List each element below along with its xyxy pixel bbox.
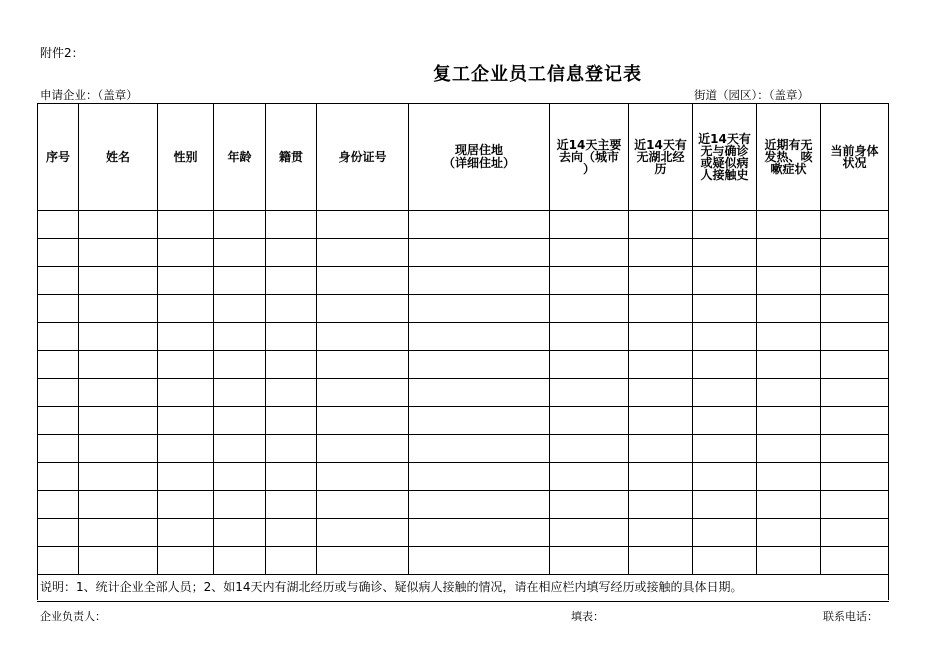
table-cell[interactable] — [317, 295, 409, 323]
col-header-symptoms: 近期有无 发热、咳 嗽症状 — [757, 104, 821, 211]
table-cell[interactable] — [757, 351, 821, 379]
table-cell[interactable] — [629, 379, 693, 407]
col-header-gender: 性别 — [158, 104, 214, 211]
table-cell[interactable] — [266, 379, 317, 407]
table-cell[interactable] — [317, 267, 409, 295]
attachment-label: 附件2： — [40, 46, 84, 60]
table-cell[interactable] — [629, 491, 693, 519]
table-cell[interactable] — [266, 547, 317, 575]
table-row — [38, 463, 889, 491]
table-cell[interactable] — [38, 547, 79, 575]
table-cell[interactable] — [38, 323, 79, 351]
table-cell[interactable] — [550, 239, 629, 267]
table-cell[interactable] — [693, 211, 757, 239]
table-cell[interactable] — [629, 323, 693, 351]
table-cell[interactable] — [266, 519, 317, 547]
table-cell[interactable] — [158, 267, 214, 295]
table-row — [38, 351, 889, 379]
table-row — [38, 267, 889, 295]
table-cell[interactable] — [38, 211, 79, 239]
note-row — [38, 575, 889, 601]
table-cell[interactable] — [629, 295, 693, 323]
table-cell[interactable] — [757, 323, 821, 351]
table-cell[interactable] — [821, 407, 889, 435]
table-cell[interactable] — [214, 323, 266, 351]
table-cell[interactable] — [158, 407, 214, 435]
table-row — [38, 519, 889, 547]
table-cell[interactable] — [409, 435, 550, 463]
applicant-company-label: 申请企业：（盖章） — [40, 88, 138, 102]
employee-info-table — [37, 103, 889, 600]
table-cell[interactable] — [757, 211, 821, 239]
table-cell[interactable] — [214, 295, 266, 323]
table-cell[interactable] — [79, 463, 158, 491]
table-cell[interactable] — [693, 435, 757, 463]
table-cell[interactable] — [266, 407, 317, 435]
table-cell[interactable] — [79, 267, 158, 295]
table-cell[interactable] — [409, 379, 550, 407]
table-cell[interactable] — [158, 491, 214, 519]
table-cell[interactable] — [317, 379, 409, 407]
table-cell[interactable] — [757, 491, 821, 519]
table-cell[interactable] — [693, 351, 757, 379]
table-cell[interactable] — [550, 547, 629, 575]
table-cell[interactable] — [214, 351, 266, 379]
table-cell[interactable] — [629, 463, 693, 491]
table-cell[interactable] — [266, 463, 317, 491]
table-cell[interactable] — [550, 463, 629, 491]
table-cell[interactable] — [757, 239, 821, 267]
table-cell[interactable] — [214, 407, 266, 435]
table-cell[interactable] — [79, 211, 158, 239]
table-cell[interactable] — [550, 519, 629, 547]
footer-divider — [37, 601, 889, 602]
table-cell[interactable] — [79, 407, 158, 435]
table-cell[interactable] — [821, 519, 889, 547]
table-cell[interactable] — [821, 435, 889, 463]
table-cell[interactable] — [317, 351, 409, 379]
table-cell[interactable] — [409, 239, 550, 267]
table-cell[interactable] — [409, 407, 550, 435]
table-cell[interactable] — [693, 379, 757, 407]
table-cell[interactable] — [693, 491, 757, 519]
table-cell[interactable] — [317, 519, 409, 547]
table-cell[interactable] — [409, 295, 550, 323]
table-cell[interactable] — [266, 351, 317, 379]
table-cell[interactable] — [266, 267, 317, 295]
table-cell[interactable] — [266, 491, 317, 519]
table-row — [38, 547, 889, 575]
table-cell[interactable] — [693, 295, 757, 323]
table-cell[interactable] — [266, 239, 317, 267]
table-row — [38, 295, 889, 323]
table-cell[interactable] — [214, 379, 266, 407]
table-cell[interactable] — [409, 519, 550, 547]
street-park-label: 街道（园区）：（盖章） — [694, 88, 809, 102]
table-cell[interactable] — [158, 239, 214, 267]
table-cell[interactable] — [693, 407, 757, 435]
table-cell[interactable] — [757, 519, 821, 547]
col-header-contact-history: 近14天有 无与确诊 或疑似病 人接触史 — [693, 104, 757, 211]
table-cell[interactable] — [629, 351, 693, 379]
col-header-hubei-history: 近14天有 无湖北经 历 — [629, 104, 693, 211]
table-cell[interactable] — [629, 519, 693, 547]
col-header-hometown: 籍贯 — [266, 104, 317, 211]
col-header-age: 年龄 — [214, 104, 266, 211]
table-cell[interactable] — [38, 491, 79, 519]
table-row — [38, 407, 889, 435]
table-cell[interactable] — [629, 267, 693, 295]
table-cell[interactable] — [757, 295, 821, 323]
table-cell[interactable] — [550, 491, 629, 519]
table-cell[interactable] — [158, 295, 214, 323]
table-cell[interactable] — [38, 407, 79, 435]
col-header-health-status: 当前身体 状况 — [821, 104, 889, 211]
table-row — [38, 491, 889, 519]
table-cell[interactable] — [266, 435, 317, 463]
table-cell[interactable] — [550, 351, 629, 379]
table-cell[interactable] — [693, 519, 757, 547]
table-cell[interactable] — [821, 323, 889, 351]
table-cell[interactable] — [158, 435, 214, 463]
table-cell[interactable] — [317, 211, 409, 239]
table-cell[interactable] — [79, 491, 158, 519]
table-cell[interactable] — [821, 351, 889, 379]
table-row — [38, 379, 889, 407]
table-cell[interactable] — [214, 519, 266, 547]
table-cell[interactable] — [317, 323, 409, 351]
table-cell[interactable] — [757, 379, 821, 407]
table-cell[interactable] — [550, 323, 629, 351]
table-cell[interactable] — [821, 463, 889, 491]
table-cell[interactable] — [317, 491, 409, 519]
contact-phone-label: 联系电话： — [823, 610, 878, 623]
table-cell[interactable] — [79, 379, 158, 407]
table-cell[interactable] — [79, 351, 158, 379]
table-cell[interactable] — [409, 351, 550, 379]
table-cell[interactable] — [821, 295, 889, 323]
table-cell[interactable] — [214, 491, 266, 519]
table-cell[interactable] — [693, 547, 757, 575]
table-row — [38, 239, 889, 267]
table-cell[interactable] — [266, 323, 317, 351]
table-cell[interactable] — [550, 211, 629, 239]
table-cell[interactable] — [629, 239, 693, 267]
table-cell[interactable] — [317, 435, 409, 463]
note-text: 说明：1、统计企业全部人员；2、如14天内有湖北经历或与确诊、疑似病人接触的情况，请在相应栏内填写经历或接触的具体日期。 — [38, 575, 889, 601]
table-cell[interactable] — [550, 379, 629, 407]
company-responsible-label: 企业负责人： — [40, 610, 106, 623]
table-cell[interactable] — [757, 407, 821, 435]
table-cell[interactable] — [214, 435, 266, 463]
form-title: 复工企业员工信息登记表 — [433, 64, 642, 85]
table-cell[interactable] — [821, 547, 889, 575]
table-cell[interactable] — [821, 491, 889, 519]
table-cell[interactable] — [79, 323, 158, 351]
table-cell[interactable] — [629, 211, 693, 239]
col-header-id-number: 身份证号 — [317, 104, 409, 211]
table-cell[interactable] — [757, 547, 821, 575]
table-cell[interactable] — [38, 239, 79, 267]
table-cell[interactable] — [38, 379, 79, 407]
table-cell[interactable] — [266, 295, 317, 323]
table-cell[interactable] — [158, 463, 214, 491]
table-row — [38, 211, 889, 239]
table-cell[interactable] — [38, 295, 79, 323]
table-cell[interactable] — [266, 211, 317, 239]
table-cell[interactable] — [158, 351, 214, 379]
table-cell[interactable] — [629, 435, 693, 463]
table-cell[interactable] — [158, 379, 214, 407]
table-cell[interactable] — [79, 435, 158, 463]
table-row — [38, 323, 889, 351]
table-cell[interactable] — [757, 463, 821, 491]
table-cell[interactable] — [38, 519, 79, 547]
table-cell[interactable] — [409, 323, 550, 351]
table-row — [38, 435, 889, 463]
table-cell[interactable] — [693, 267, 757, 295]
header-row — [38, 104, 889, 211]
table-cell[interactable] — [821, 379, 889, 407]
table-cell[interactable] — [79, 239, 158, 267]
table-cell[interactable] — [158, 547, 214, 575]
table-cell[interactable] — [38, 463, 79, 491]
table-cell[interactable] — [158, 323, 214, 351]
table-cell[interactable] — [317, 463, 409, 491]
col-header-destination: 近14天主要 去向（城市 ） — [550, 104, 629, 211]
table-cell[interactable] — [38, 351, 79, 379]
table-cell[interactable] — [629, 547, 693, 575]
table-cell[interactable] — [409, 211, 550, 239]
col-header-index: 序号 — [38, 104, 79, 211]
table-cell[interactable] — [693, 239, 757, 267]
table-cell[interactable] — [214, 547, 266, 575]
table-cell[interactable] — [409, 267, 550, 295]
table-cell[interactable] — [409, 491, 550, 519]
table-cell[interactable] — [38, 435, 79, 463]
table-cell[interactable] — [214, 267, 266, 295]
table-cell[interactable] — [158, 211, 214, 239]
table-cell[interactable] — [550, 407, 629, 435]
table-cell[interactable] — [409, 547, 550, 575]
table-cell[interactable] — [214, 239, 266, 267]
table-cell[interactable] — [79, 295, 158, 323]
table-cell[interactable] — [550, 435, 629, 463]
col-header-name: 姓名 — [79, 104, 158, 211]
table-cell[interactable] — [317, 547, 409, 575]
table-cell[interactable] — [317, 407, 409, 435]
table-cell[interactable] — [214, 211, 266, 239]
table-cell[interactable] — [821, 267, 889, 295]
table-cell[interactable] — [693, 323, 757, 351]
table-cell[interactable] — [317, 239, 409, 267]
table-cell[interactable] — [693, 463, 757, 491]
table-cell[interactable] — [550, 295, 629, 323]
table-cell[interactable] — [79, 547, 158, 575]
table-cell[interactable] — [409, 463, 550, 491]
table-cell[interactable] — [821, 239, 889, 267]
col-header-address: 现居住地 （详细住址） — [409, 104, 550, 211]
table-cell[interactable] — [629, 407, 693, 435]
table-cell[interactable] — [79, 519, 158, 547]
table-cell[interactable] — [757, 267, 821, 295]
table-cell[interactable] — [757, 435, 821, 463]
table-cell[interactable] — [214, 463, 266, 491]
table-cell[interactable] — [821, 211, 889, 239]
table-cell[interactable] — [158, 519, 214, 547]
table-cell[interactable] — [550, 267, 629, 295]
table-cell[interactable] — [38, 267, 79, 295]
filler-label: 填表： — [571, 610, 604, 623]
